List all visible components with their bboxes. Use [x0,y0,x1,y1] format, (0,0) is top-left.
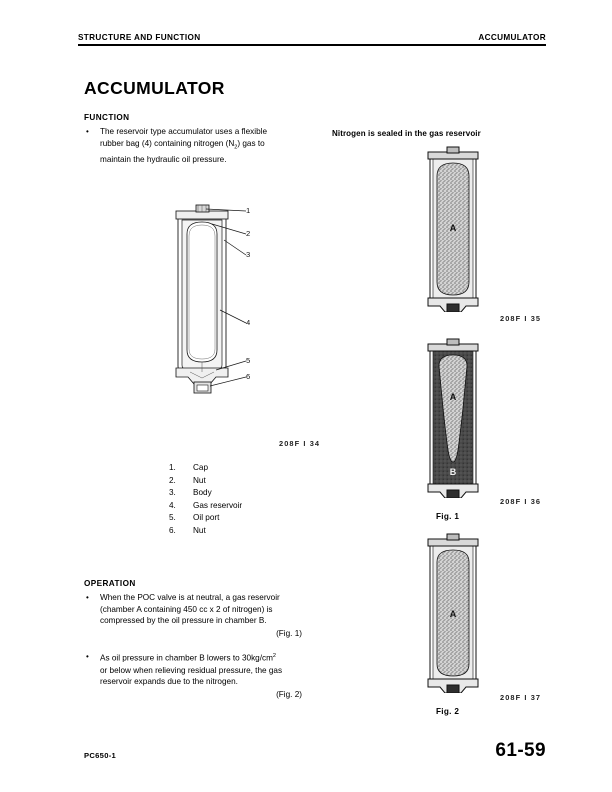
chamber-label-a: A [449,609,457,619]
figure-code-208f136: 208F I 36 [500,497,542,506]
bullet-marker: • [86,652,89,662]
legend-number: 6. [169,525,176,535]
callout-5: 5 [246,356,251,365]
legend-label: Body [193,488,212,498]
main-figure-code: 208F I 34 [279,439,321,448]
legend-number: 4. [169,500,176,510]
function-heading: FUNCTION [84,113,130,122]
legend-label: Oil port [193,513,220,523]
header-topic-title: ACCUMULATOR [478,33,546,42]
operation-section [84,579,308,700]
function-text-line-2 [100,138,308,154]
operation-bullet-item-1 [84,592,308,639]
accumulator-cutaway-figure [160,200,300,405]
operation-heading: OPERATION [84,579,136,588]
operation-item-1-text [100,592,308,639]
page-header [78,33,546,46]
nitrogen-subscript: 2 [234,144,238,151]
figure-compressed-svg [418,338,488,498]
operation-1-figure-ref: (Fig. 1) [276,628,302,638]
figure-caption-fig2: Fig. 2 [436,707,460,716]
chamber-label-b: B [449,467,457,477]
figure-gas-sealed [418,146,488,317]
function-text-line-2a: rubber bag (4) containing nitrogen (N [100,138,235,148]
operation-1-line-1: When the POC valve is at neutral, a gas reservoir [100,593,280,602]
figure-compressed [418,338,488,503]
operation-2-figure-ref: (Fig. 2) [276,689,302,699]
operation-2-line-2: or below when relieving residual pressure, the gas [100,665,283,675]
callout-6: 6 [246,372,251,381]
figure-code-208f137: 208F I 37 [500,693,542,702]
operation-1-line-3: compressed by the oil pressure in chamber B. [100,616,267,626]
operation-bullet-item-2 [84,651,308,700]
figure-expanded-svg [418,533,488,693]
chamber-label-a: A [449,223,457,233]
function-bullet-text [100,126,308,165]
function-text-line-3: maintain the hydraulic oil pressure. [100,154,227,164]
operation-item-2-text [100,651,308,700]
operation-2-line-1 [100,651,308,664]
legend-label: Cap [193,463,209,472]
legend-item [169,512,242,525]
legend-number: 3. [169,488,176,498]
pressure-superscript: 2 [272,653,277,660]
callout-3: 3 [246,250,251,259]
callout-1: 1 [246,206,251,215]
figure-code-208f135: 208F I 35 [500,314,542,323]
operation-1-line-2: (chamber A containing 450 cc x 2 of nitrogen) is [100,604,273,614]
accumulator-cutaway-svg [160,200,300,400]
right-column-caption: Nitrogen is sealed in the gas reservoir [332,129,481,138]
legend-item [169,525,242,538]
legend-item [169,475,242,488]
function-bullet-item [84,126,308,165]
legend-label: Nut [193,525,206,535]
figure-expanded [418,533,488,698]
bullet-marker: • [86,127,89,136]
legend-label: Gas reservoir [193,500,243,510]
legend-number: 2. [169,475,176,485]
legend-number: 5. [169,513,176,523]
function-section [84,113,308,165]
legend-number: 1. [169,463,176,472]
function-text-line-1: The reservoir type accumulator uses a flexible [100,127,268,136]
figure-caption-fig1: Fig. 1 [436,512,460,521]
callout-4: 4 [246,318,251,327]
operation-2-line-1a: As oil pressure in chamber B lowers to 30kg/cm [100,654,273,664]
parts-legend [169,462,242,538]
bullet-marker: • [86,593,89,602]
footer-model-number: PC650-1 [84,751,117,760]
footer-page-number: 61-59 [495,740,546,761]
figure-gas-sealed-svg [418,146,488,312]
legend-item [169,462,242,475]
legend-label: Nut [193,475,206,485]
operation-2-line-3: reservoir expands due to the nitrogen. [100,677,238,687]
legend-item [169,500,242,513]
page-title: ACCUMULATOR [84,78,225,98]
legend-item [169,487,242,500]
header-section-title: STRUCTURE AND FUNCTION [78,33,201,42]
chamber-label-a: A [449,392,457,402]
function-text-line-2b: ) gas to [237,138,265,148]
callout-2: 2 [246,229,251,238]
